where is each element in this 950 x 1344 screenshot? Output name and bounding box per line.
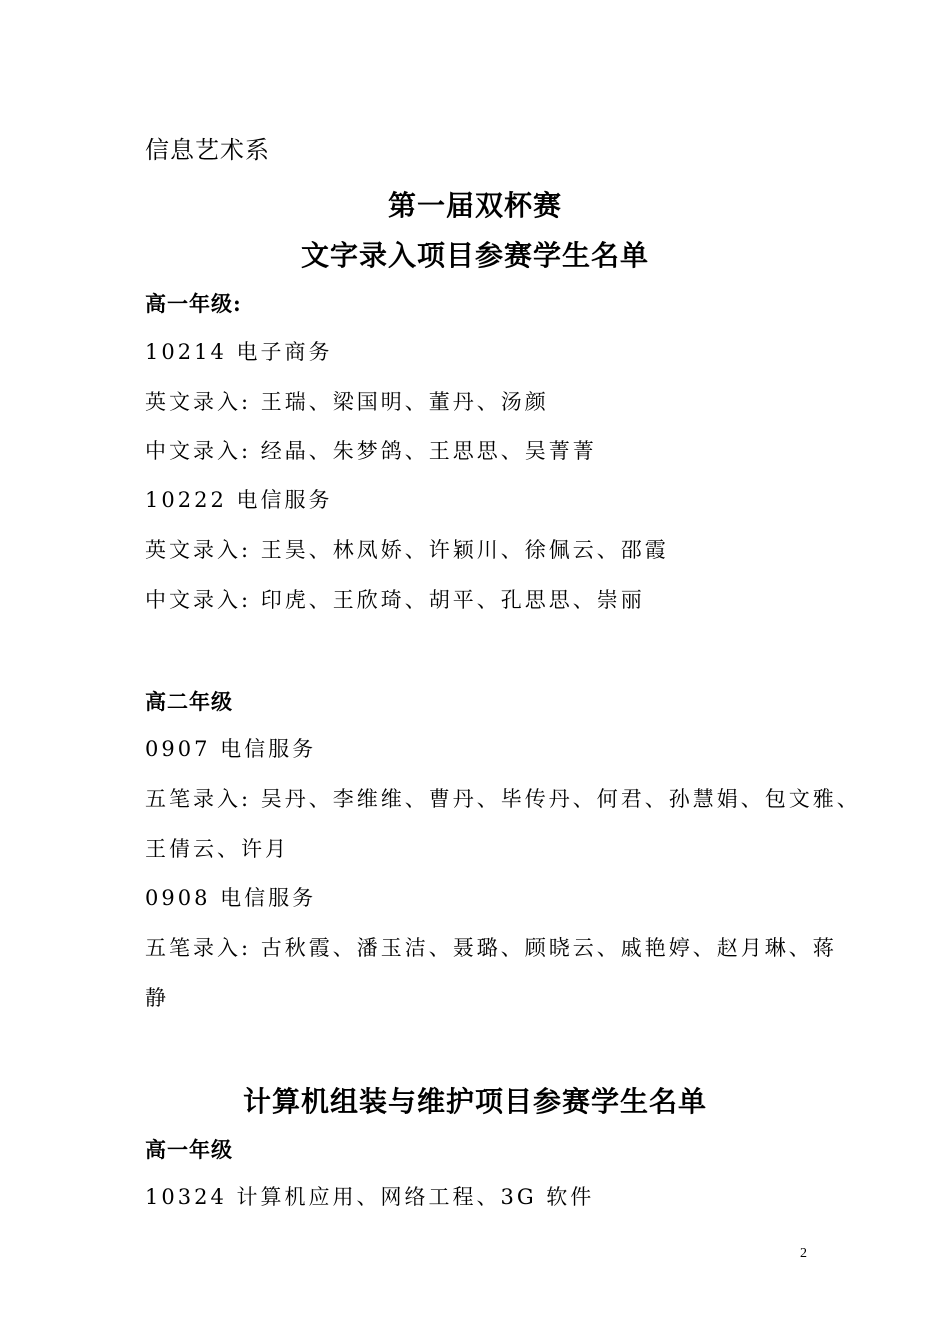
page-number: 2	[800, 1246, 807, 1261]
grade2-class1: 0907 电信服务	[145, 737, 317, 761]
grade2-heading: 高二年级	[145, 689, 233, 714]
grade2-class2-wubi-line2: 静	[145, 986, 169, 1010]
competition-title: 第一届双杯赛	[387, 189, 562, 222]
department-name: 信息艺术系	[145, 136, 270, 164]
grade1-class1: 10214 电子商务	[145, 340, 333, 364]
section2-grade-heading: 高一年级	[145, 1137, 233, 1162]
grade2-class1-wubi-line2: 王倩云、许月	[145, 837, 289, 861]
grade2-class1-wubi-line1: 五笔录入: 吴丹、李维维、曹丹、毕传丹、何君、孙慧娟、包文雅、	[145, 787, 861, 811]
grade1-class1-english: 英文录入: 王瑞、梁国明、董丹、汤颜	[145, 390, 549, 414]
section2-class1: 10324 计算机应用、网络工程、3G 软件	[145, 1185, 595, 1209]
typing-list-title: 文字录入项目参赛学生名单	[300, 239, 649, 272]
assembly-list-title: 计算机组装与维护项目参赛学生名单	[242, 1085, 707, 1118]
grade2-class2: 0908 电信服务	[145, 886, 317, 910]
grade1-class2: 10222 电信服务	[145, 488, 333, 512]
grade1-class1-chinese: 中文录入: 经晶、朱梦鸽、王思思、吴菁菁	[145, 439, 597, 463]
grade2-class2-wubi-line1: 五笔录入: 古秋霞、潘玉洁、聂璐、顾晓云、戚艳婷、赵月琳、蒋	[145, 936, 837, 960]
grade1-class2-chinese: 中文录入: 印虎、王欣琦、胡平、孔思思、崇丽	[145, 588, 645, 612]
grade1-heading: 高一年级:	[145, 291, 242, 316]
grade1-class2-english: 英文录入: 王昊、林凤娇、许颖川、徐佩云、邵霞	[145, 538, 669, 562]
